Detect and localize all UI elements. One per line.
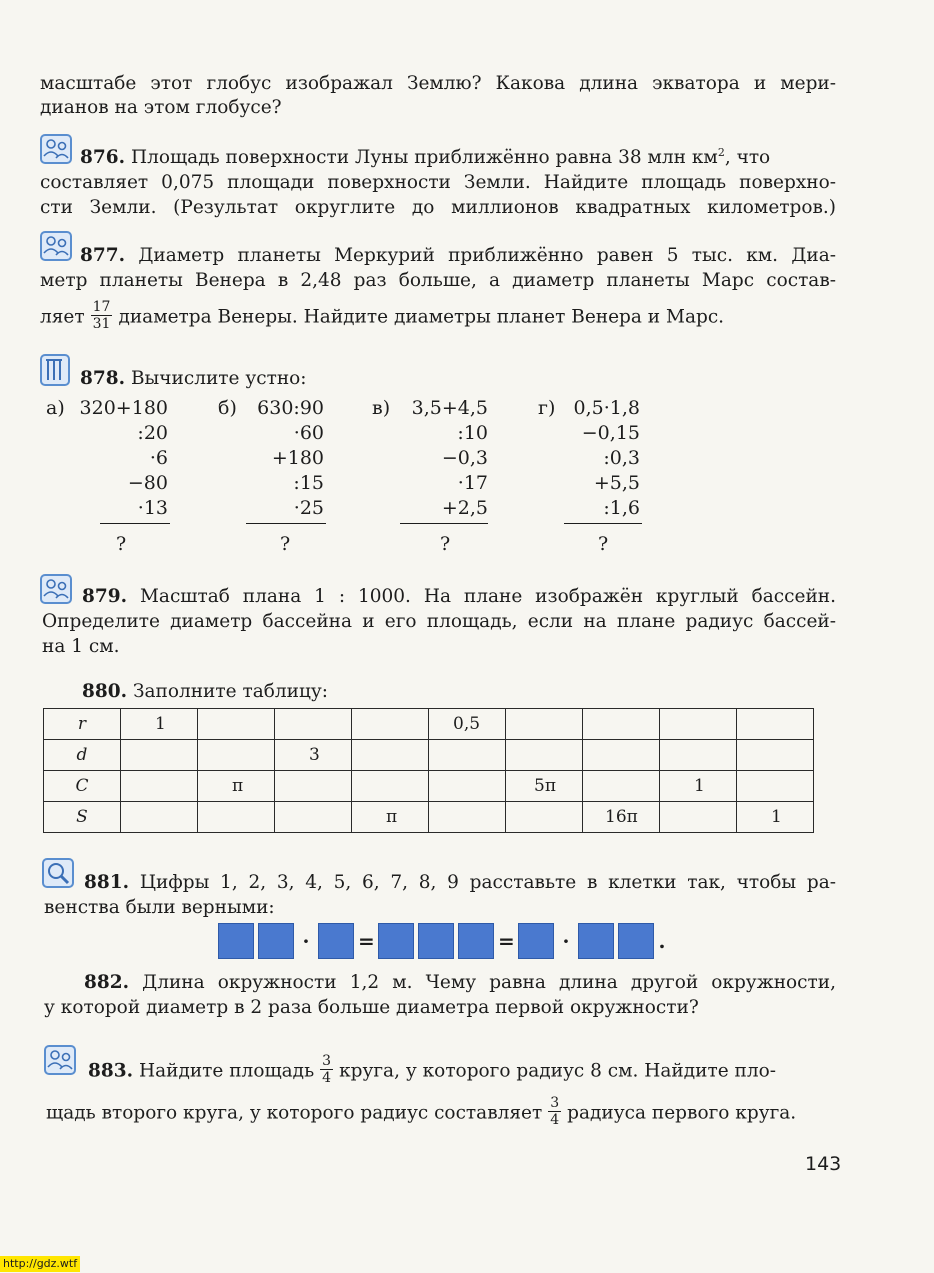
result-rule	[400, 523, 488, 524]
task-881-number: 881.	[84, 872, 130, 893]
table-cell: 1	[737, 802, 814, 833]
chain-step: ·25	[293, 497, 324, 519]
table-row-d	[44, 740, 814, 771]
pair-work-icon	[40, 231, 72, 261]
table-cell: 1	[121, 709, 198, 740]
column-label: г)	[538, 397, 556, 419]
fraction-denominator: 31	[92, 316, 111, 332]
table-cell: π	[198, 771, 275, 802]
task-882-line-2: у которой диаметр в 2 раза больше диаметра первой окружности?	[44, 997, 699, 1018]
task-879-line-3: на 1 см.	[42, 636, 120, 657]
task-879-number: 879.	[82, 586, 128, 607]
table-cell	[506, 740, 583, 771]
table-cell	[198, 802, 275, 833]
task-880-number: 880.	[82, 681, 128, 702]
table-row-s	[44, 802, 814, 833]
task-877-text-a: ляет	[40, 306, 85, 328]
chain-step: ·60	[293, 422, 324, 444]
task-877-text: Диаметр планеты Меркурий приближённо равен 5 тыс. км. Диа-	[138, 245, 836, 266]
page-number: 143	[805, 1153, 842, 1175]
digit-box[interactable]	[218, 923, 254, 959]
task-876-superscript: 2	[717, 145, 725, 159]
digit-box[interactable]	[418, 923, 454, 959]
task-882-line-1	[84, 970, 836, 995]
chain-result: ?	[280, 533, 291, 555]
chain-step: ·13	[137, 497, 168, 519]
task-883-text-c: щадь второго круга, у которого радиус составляет	[46, 1102, 543, 1124]
watermark-link[interactable]: http://gdz.wtf	[0, 1256, 80, 1272]
task-876-line-3: сти Земли. (Результат округлите до миллионов квадратных километров.)	[40, 197, 836, 218]
table-cell	[660, 740, 737, 771]
task-878-heading	[80, 366, 880, 391]
task-879-line-1	[82, 584, 836, 609]
chain-step: :20	[137, 422, 168, 444]
chain-step: +180	[271, 447, 324, 469]
multiply-sign: ·	[302, 929, 310, 953]
table-cell	[583, 740, 660, 771]
task-881-line-2: венства были верными:	[44, 897, 275, 918]
digit-box[interactable]	[458, 923, 494, 959]
task-883-line-1	[88, 1055, 838, 1088]
table-cell	[737, 771, 814, 802]
digit-box[interactable]	[378, 923, 414, 959]
result-rule	[564, 523, 642, 524]
pair-work-icon	[44, 1045, 76, 1075]
table-cell	[660, 709, 737, 740]
table-cell	[737, 709, 814, 740]
task-880-heading	[82, 679, 882, 704]
table-cell	[506, 802, 583, 833]
table-cell: 3	[275, 740, 352, 771]
table-cell	[275, 771, 352, 802]
chain-step: 630:90	[257, 397, 324, 419]
chain-step: ·17	[457, 472, 488, 494]
task-882-text: Длина окружности 1,2 м. Чему равна длина другой окружности,	[142, 972, 836, 993]
digit-box[interactable]	[578, 923, 614, 959]
task-879-text: Масштаб плана 1 : 1000. На плане изображён круглый бассейн.	[139, 586, 836, 607]
task-876-line-1	[80, 145, 836, 170]
task-876-text-b: , что	[724, 147, 771, 168]
table-cell	[660, 802, 737, 833]
task-883-text-d: радиуса первого круга.	[567, 1102, 797, 1124]
row-header-s: S	[44, 802, 121, 833]
task-883-number: 883.	[88, 1060, 134, 1082]
row-header-r: r	[44, 709, 121, 740]
fraction-numerator: 17	[92, 299, 111, 315]
row-header-c: C	[44, 771, 121, 802]
chain-step: 0,5·1,8	[573, 397, 640, 419]
equals-sign: =	[498, 929, 515, 953]
table-cell	[352, 709, 429, 740]
table-cell	[583, 709, 660, 740]
circle-values-table	[43, 708, 814, 833]
pair-work-icon	[40, 134, 72, 164]
table-cell	[506, 709, 583, 740]
task-876-text-a: Площадь поверхности Луны приближённо равна 38 млн км	[130, 147, 718, 168]
table-cell	[429, 771, 506, 802]
table-cell	[198, 740, 275, 771]
chain-result: ?	[440, 533, 451, 555]
table-cell	[198, 709, 275, 740]
chain-step: −0,15	[581, 422, 640, 444]
task-877-line-2: метр планеты Венера в 2,48 раз больше, а диаметр планеты Марс состав-	[40, 270, 836, 291]
chain-step: :15	[293, 472, 324, 494]
task-882-number: 882.	[84, 972, 130, 993]
table-cell	[275, 802, 352, 833]
digit-box[interactable]	[318, 923, 354, 959]
table-cell: 1	[660, 771, 737, 802]
fraction-denominator: 4	[322, 1070, 332, 1086]
chain-step: :10	[457, 422, 488, 444]
chain-step: 320+180	[79, 397, 168, 419]
table-cell	[429, 740, 506, 771]
fraction-3-4	[548, 1095, 561, 1128]
task-877-line-3	[40, 301, 840, 334]
chain-result: ?	[116, 533, 127, 555]
task-883-line-2	[46, 1097, 846, 1130]
fraction-denominator: 4	[550, 1112, 560, 1128]
task-876-number: 876.	[80, 147, 126, 168]
fraction-numerator: 3	[550, 1095, 560, 1111]
task-881-text: Цифры 1, 2, 3, 4, 5, 6, 7, 8, 9 расставьте в клетки так, чтобы ра-	[139, 872, 837, 893]
digit-puzzle	[218, 922, 670, 960]
digit-box[interactable]	[518, 923, 554, 959]
table-row-c	[44, 771, 814, 802]
task-878-number: 878.	[80, 368, 126, 389]
task-880-text: Заполните таблицу:	[132, 681, 328, 702]
fraction-3-4	[320, 1053, 333, 1086]
task-883-text-a: Найдите площадь	[138, 1060, 315, 1082]
period-sign: .	[658, 929, 666, 953]
column-label: а)	[46, 397, 65, 419]
table-cell	[352, 771, 429, 802]
mental-math-icon	[40, 354, 70, 386]
task-877-number: 877.	[80, 245, 126, 266]
task-876-line-2: составляет 0,075 площади поверхности Земли. Найдите площадь поверхно-	[40, 172, 836, 193]
row-header-d: d	[44, 740, 121, 771]
column-label: в)	[372, 397, 391, 419]
task-877-text-b: диаметра Венеры. Найдите диаметры планет Венера и Марс.	[118, 306, 725, 328]
result-rule	[100, 523, 170, 524]
magnifier-icon	[42, 858, 74, 888]
table-cell	[121, 740, 198, 771]
table-cell	[583, 771, 660, 802]
multiply-sign: ·	[562, 929, 570, 953]
table-row-r	[44, 709, 814, 740]
intro-line-1: масштабе этот глобус изображал Землю? Какова длина экватора и мери-	[40, 73, 836, 94]
table-cell	[121, 802, 198, 833]
equals-sign: =	[358, 929, 375, 953]
chain-step: 3,5+4,5	[411, 397, 488, 419]
table-cell: π	[352, 802, 429, 833]
digit-box[interactable]	[258, 923, 294, 959]
task-877-line-1	[80, 243, 836, 268]
table-cell	[275, 709, 352, 740]
chain-step: −80	[127, 472, 168, 494]
chain-step: ·6	[149, 447, 168, 469]
table-cell: 5π	[506, 771, 583, 802]
chain-step: :0,3	[603, 447, 640, 469]
fraction-numerator: 3	[322, 1053, 332, 1069]
task-883-text-b: круга, у которого радиус 8 см. Найдите пло-	[339, 1060, 777, 1082]
chain-step: −0,3	[441, 447, 488, 469]
chain-step: :1,6	[603, 497, 640, 519]
task-879-line-2: Определите диаметр бассейна и его площадь, если на плане радиус бассей-	[42, 611, 836, 632]
result-rule	[246, 523, 326, 524]
task-878-text: Вычислите устно:	[130, 368, 307, 389]
table-cell	[352, 740, 429, 771]
digit-box[interactable]	[618, 923, 654, 959]
chain-step: +2,5	[441, 497, 488, 519]
chain-result: ?	[598, 533, 609, 555]
intro-line-2: дианов на этом глобусе?	[40, 97, 282, 118]
table-cell	[737, 740, 814, 771]
fraction-17-31	[91, 299, 113, 332]
table-cell: 16π	[583, 802, 660, 833]
task-881-line-1	[84, 870, 836, 895]
chain-step: +5,5	[593, 472, 640, 494]
table-cell	[429, 802, 506, 833]
column-label: б)	[218, 397, 237, 419]
table-cell: 0,5	[429, 709, 506, 740]
table-cell	[121, 771, 198, 802]
mental-math-chains	[0, 396, 934, 556]
pair-work-icon	[40, 574, 72, 604]
